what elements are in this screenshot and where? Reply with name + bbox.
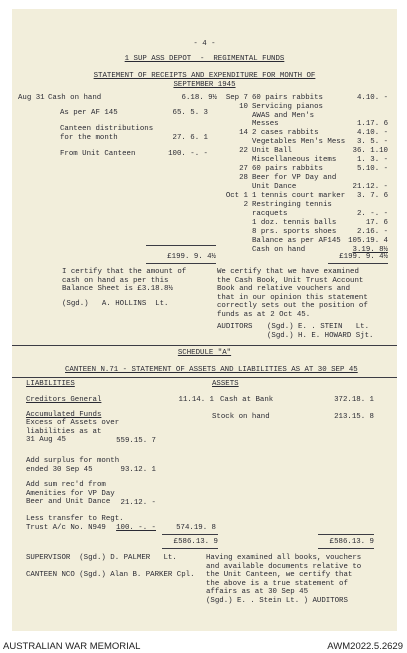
canteen-nco-signature: CANTEEN NCO (Sgd.) Alan B. PARKER Cpl. xyxy=(26,571,195,579)
expenditure-desc: 60 pairs rabbits xyxy=(252,94,323,102)
receipt-desc: From Unit Canteen xyxy=(60,150,136,158)
stock-label: Stock on hand xyxy=(212,413,270,421)
expenditure-amount: 3. 7. 6 xyxy=(356,192,388,200)
expenditure-desc: 1 tennis court marker xyxy=(252,192,346,200)
unit-heading: 1 SUP ASS DEPOT - REGIMENTAL FUNDS xyxy=(124,55,285,63)
receipt-desc: Canteen distributions for the month xyxy=(60,125,154,142)
expenditure-total: £199. 9. 4½ xyxy=(339,253,388,261)
expenditure-date: 10 xyxy=(239,103,248,111)
auditors-label: AUDITORS xyxy=(217,323,253,331)
liabilities-total-underline xyxy=(162,548,218,549)
excess-amount: 559.15. 7 xyxy=(116,437,156,445)
expenditure-desc: 2 cases rabbits xyxy=(252,129,319,137)
expenditure-date: Sep 7 xyxy=(225,94,248,102)
canteen-statement-title: CANTEEN N.71 - STATEMENT OF ASSETS AND LIABILITIES AS AT 30 SEP 45 xyxy=(65,366,358,374)
expenditure-amount: 1.17. 6 xyxy=(356,120,388,129)
accumulated-funds-label: Accumulated Funds xyxy=(26,411,102,419)
liabilities-heading: LIABILITIES xyxy=(26,380,75,388)
assets-total: £586.13. 9 xyxy=(329,538,374,546)
expenditure-desc: 1 doz. tennis balls xyxy=(252,219,337,227)
liabilities-total: £586.13. 9 xyxy=(173,538,218,546)
less-transfer-amount: 100. -. - xyxy=(116,524,156,532)
expenditure-amount: 2.16. - xyxy=(356,228,388,236)
footer-institution: AUSTRALIAN WAR MEMORIAL xyxy=(3,641,141,652)
creditors-label: Creditors General xyxy=(26,396,102,404)
expenditure-amount: 5.10. - xyxy=(356,165,388,173)
expenditure-amount: 2. -. - xyxy=(356,209,388,218)
schedule-heading: SCHEDULE "A" xyxy=(177,349,232,357)
expenditure-date: 28 xyxy=(239,174,248,182)
expenditure-desc: Beer for VP Day and Unit Dance xyxy=(252,174,337,191)
cash-certification: I certify that the amount of cash on hand as per this Balance Sheet is £3.18.8½ xyxy=(62,268,187,294)
supervisor-signature: SUPERVISOR (Sgd.) D. PALMER Lt. xyxy=(26,554,177,562)
expenditure-amount: 105.19. 4 xyxy=(348,237,388,245)
expenditure-amount: 3.19. 8½ xyxy=(352,246,388,254)
statement-title-line-2: SEPTEMBER 1945 xyxy=(173,81,236,89)
expenditure-desc: Balance as per AF145 xyxy=(252,237,341,245)
expenditure-desc: Restringing tennis racquets xyxy=(252,201,332,218)
expenditure-amount: 36. 1.10 xyxy=(352,147,388,155)
receipts-total: £199. 9. 4½ xyxy=(167,253,216,261)
page-number: - 4 - xyxy=(193,40,216,48)
expenditure-date: 27 xyxy=(239,165,248,173)
surplus-text: Add surplus for month ended 30 Sep 45 xyxy=(26,457,120,474)
archive-footer xyxy=(0,638,407,653)
expenditure-desc: Cash on hand xyxy=(252,246,306,254)
receipt-amount: 65. 5. 3 xyxy=(172,109,208,117)
expenditure-amount: 4.10. - xyxy=(356,129,388,137)
auditor-signature: (Sgd.) E. . STEIN Lt. xyxy=(267,323,370,331)
statement-title-line-1: STATEMENT OF RECEIPTS AND EXPENDITURE FOR MONTH OF xyxy=(93,72,316,80)
surplus-amount: 93.12. 1 xyxy=(120,466,156,474)
footer-accession-number: AWM2022.5.2629 xyxy=(327,641,403,652)
expenditure-amount: 21.12. - xyxy=(352,182,388,191)
expenditure-amount: 17. 6 xyxy=(365,219,388,227)
receipt-amount: 6.18. 9½ xyxy=(181,94,217,102)
expenditure-date: 2 xyxy=(243,201,248,209)
expenditure-date: Oct 1 xyxy=(225,192,248,200)
assets-total-underline xyxy=(318,548,374,549)
creditors-amount: 11.14. 1 xyxy=(178,396,214,404)
cash-at-bank-label: Cash at Bank xyxy=(220,396,274,404)
liabilities-total-rule xyxy=(162,534,218,535)
auditor-signature: (Sgd.) H. E. HOWARD Sjt. xyxy=(267,332,374,340)
receipts-total-rule xyxy=(146,245,216,246)
assets-heading: ASSETS xyxy=(212,380,239,388)
assets-total-rule xyxy=(318,534,374,535)
canteen-audit-certification: Having examined all books, vouchers and available documents relative to the Unit Canteen, we certify that the above is a true statement of affairs as at 30 Sep 45 (Sgd.) E. . Stein Lt. ) AUDITORS xyxy=(206,554,362,605)
receipt-date: Aug 31 xyxy=(18,94,45,102)
expenditure-desc: Miscellaneous items xyxy=(252,156,337,164)
expenditure-desc: Vegetables Men's Mess xyxy=(252,138,346,146)
cash-at-bank-amount: 372.18. 1 xyxy=(334,396,374,404)
section-divider xyxy=(12,345,397,346)
net-funds-amount: 574.19. 8 xyxy=(176,524,216,532)
add-sum-text: Add sum rec'd from Amenities for VP Day Beer and Unit Dance xyxy=(26,481,115,507)
expenditure-amount: 3. 5. - xyxy=(356,138,388,146)
document-page xyxy=(12,9,397,631)
expenditure-desc: 8 prs. sports shoes xyxy=(252,228,337,236)
receipts-total-underline xyxy=(146,263,216,264)
receipt-amount: 27. 6. 1 xyxy=(172,134,208,142)
expenditure-desc: 60 pairs rabbits xyxy=(252,165,323,173)
receipt-desc: As per AF 145 xyxy=(60,109,118,117)
expenditure-amount: 4.10. - xyxy=(356,94,388,102)
expenditure-desc: Servicing pianos AWAS and Men's Messes xyxy=(252,103,323,129)
expenditure-desc: Unit Ball xyxy=(252,147,292,155)
expenditure-date: 22 xyxy=(239,147,248,155)
cash-certification-signature: (Sgd.) A. HOLLINS Lt. xyxy=(62,300,169,308)
add-sum-amount: 21.12. - xyxy=(120,499,156,507)
receipt-desc: Cash on hand xyxy=(48,94,102,102)
expenditure-date: 14 xyxy=(239,129,248,137)
receipt-amount: 100. -. - xyxy=(168,150,208,158)
table-top-rule xyxy=(12,377,397,378)
stock-amount: 213.15. 8 xyxy=(334,413,374,421)
expenditure-amount: 1. 3. - xyxy=(356,156,388,164)
less-transfer-text: Less transfer to Regt. Trust A/c No. N949 xyxy=(26,515,124,532)
expenditure-total-underline xyxy=(328,263,388,264)
audit-certification: We certify that we have examined the Cash Book, Unit Trust Account Book and relative vouchers and that in our opinion this statement correctly sets out the position of funds as at 2 Oct 45. xyxy=(217,268,368,319)
excess-text: Excess of Assets over liabilities as at 31 Aug 45 xyxy=(26,419,120,445)
